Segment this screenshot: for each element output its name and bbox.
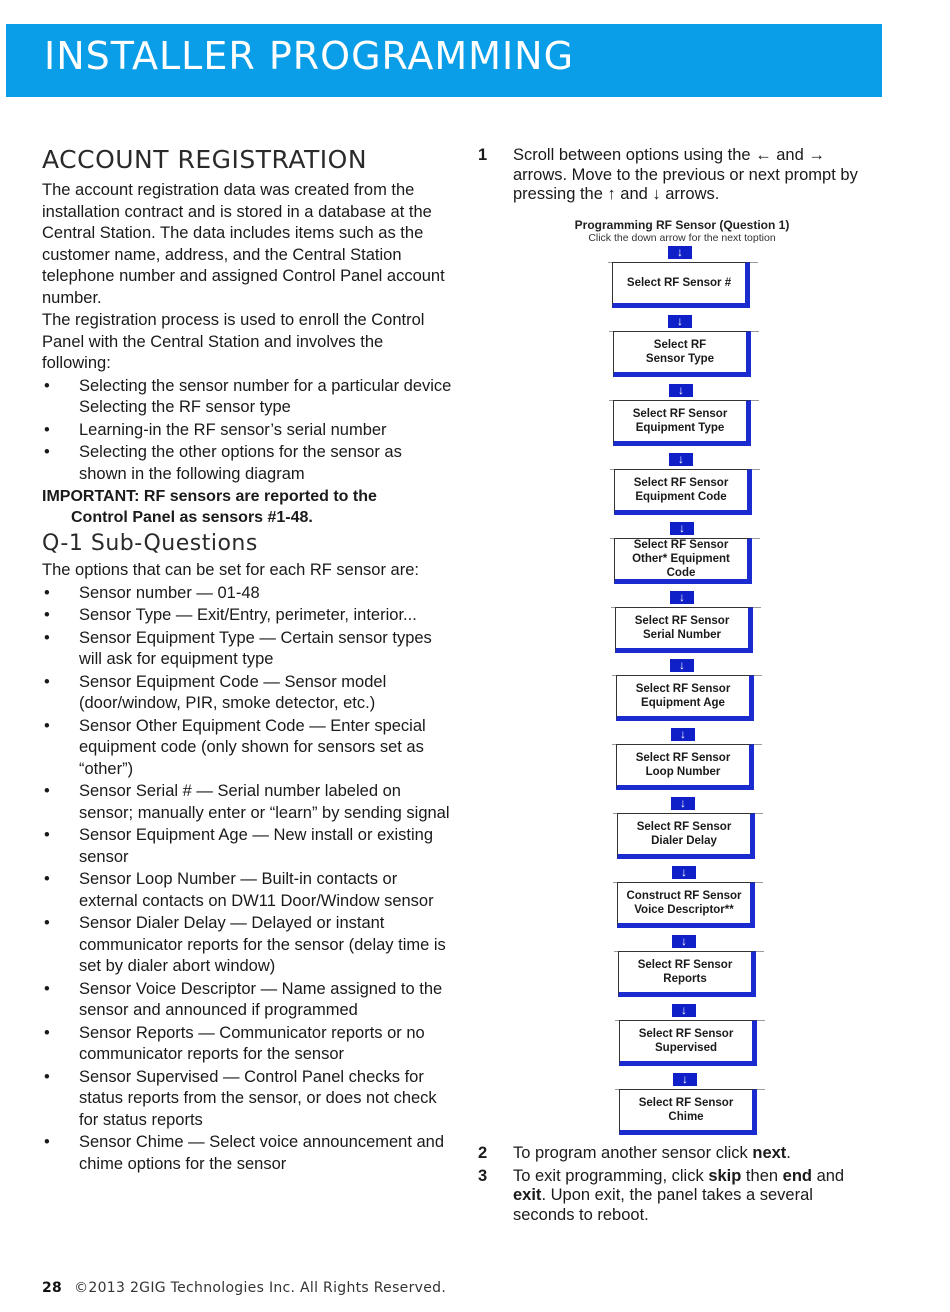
- list-item: • Sensor Chime — Select voice announcement and chime options for the sensor: [44, 1133, 445, 1173]
- page-number: 28: [42, 1280, 63, 1296]
- step-number: 3: [478, 1166, 488, 1185]
- down-arrow-icon: ↓: [668, 315, 692, 328]
- intro-paragraph: The account registration data was created from the installation contract and is stored in a database at the Central Station. The data includes items such as the customer name, address, and the Central Station telephone number and assigned Control Panel account number.: [42, 181, 445, 307]
- down-arrow-icon: ↓: [672, 866, 696, 879]
- end-keyword: end: [782, 1166, 812, 1185]
- next-keyword: next: [752, 1144, 787, 1162]
- sub-heading: Q-1 Sub-Questions: [42, 531, 258, 556]
- left-column: [42, 142, 452, 1175]
- list-item: • Sensor Voice Descriptor — Name assigned to the sensor and announced if programmed: [44, 979, 443, 1019]
- down-arrow-icon: ↓: [670, 591, 694, 604]
- down-arrow-icon: ↓: [672, 1004, 696, 1017]
- important-label: IMPORTANT:: [42, 488, 140, 505]
- exit-keyword: exit: [513, 1186, 542, 1204]
- important-text-line2: Control Panel as sensors #1-48.: [71, 509, 313, 526]
- flow-step-box: Select RF Sensor Loop Number: [616, 744, 754, 790]
- flow-title: Programming RF Sensor (Question 1): [574, 218, 790, 232]
- flow-step-box: Construct RF Sensor Voice Descriptor**: [617, 882, 755, 928]
- flow-step-box: Select RF Sensor Reports: [618, 951, 756, 997]
- list-item: • Sensor Dialer Delay — Delayed or instant communicator reports for the sensor (delay time is set by dialer abort window): [44, 914, 446, 975]
- down-arrow-icon: ↓: [669, 384, 693, 397]
- step-1: [478, 146, 878, 205]
- important-note: [42, 486, 452, 528]
- step-number: 1: [478, 146, 488, 164]
- list-item: • Sensor Loop Number — Built-in contacts or external contacts on DW11 Door/Window sensor: [44, 870, 434, 910]
- flow-step-box: Select RF Sensor Equipment Type: [613, 400, 751, 446]
- page-footer: [42, 1280, 446, 1296]
- list-item: • Sensor Reports — Communicator reports or no communicator reports for the sensor: [44, 1023, 425, 1063]
- down-arrow-icon: ↓: [671, 728, 695, 741]
- flow-step-box: Select RF Sensor Serial Number: [615, 607, 753, 653]
- step-number: 2: [478, 1144, 488, 1162]
- step-text: To program another sensor click: [513, 1144, 753, 1162]
- copyright: ©2013 2GIG Technologies Inc. All Rights Reserved.: [74, 1280, 447, 1296]
- down-arrow-icon: ↓: [673, 1073, 697, 1086]
- section-heading: ACCOUNT REGISTRATION: [42, 145, 368, 174]
- down-arrow-icon: ↓: [670, 522, 694, 535]
- step-text: then: [741, 1166, 783, 1185]
- down-arrow-icon: ↓: [671, 797, 695, 810]
- step-text: To exit programming, click: [513, 1166, 709, 1185]
- list-item: • Sensor Equipment Age — New install or existing sensor: [44, 826, 434, 866]
- list-item: • Sensor Equipment Code — Sensor model (door/window, PIR, smoke detector, etc.): [44, 672, 387, 712]
- list-item: • Sensor number — 01-48: [44, 583, 260, 602]
- list-item: • Sensor Serial # — Serial number labeled on sensor; manually enter or “learn” by sending signal: [44, 782, 450, 822]
- flow-step-box: Select RF Sensor Equipment Code: [614, 469, 752, 515]
- flow-step-box: Select RF Sensor Other* Equipment Code: [614, 538, 752, 584]
- right-column: [478, 146, 878, 205]
- list-item: • Learning-in the RF sensor’s serial number: [44, 420, 387, 439]
- down-arrow-icon: ↓: [670, 659, 694, 672]
- flow-step-box: Select RF Sensor Equipment Age: [616, 675, 754, 721]
- programming-flow-diagram: [562, 218, 802, 1144]
- skip-keyword: skip: [708, 1166, 742, 1185]
- list-item: • Sensor Type — Exit/Entry, perimeter, interior...: [44, 606, 417, 624]
- flow-step-box: Select RF Sensor Type: [613, 331, 751, 377]
- step-text: . Upon exit, the panel takes a several seconds to reboot.: [513, 1186, 813, 1224]
- step-text: Scroll between options using the ← and → arrows. Move to the previous or next prompt by pressing the ↑ and ↓ arrows.: [513, 146, 858, 203]
- flow-step-box: Select RF Sensor Dialer Delay: [617, 813, 755, 859]
- list-item: • Sensor Other Equipment Code — Enter special equipment code (only shown for sensors set as “other”): [44, 716, 426, 778]
- options-paragraph: The options that can be set for each RF sensor are:: [42, 561, 419, 579]
- flow-step-box: Select RF Sensor #: [612, 262, 750, 308]
- flow-step-box: Select RF Sensor Chime: [619, 1089, 757, 1135]
- list-item: • Sensor Supervised — Control Panel checks for status reports from the sensor, or does not check for status reports: [44, 1067, 437, 1129]
- important-text-line1: RF sensors are reported to the: [143, 488, 377, 505]
- right-column-steps: [478, 1144, 878, 1225]
- list-item: • Sensor Equipment Type — Certain sensor types will ask for equipment type: [44, 628, 432, 668]
- step-text: .: [786, 1144, 791, 1162]
- down-arrow-icon: ↓: [672, 935, 696, 948]
- options-bullet-list: [42, 583, 452, 1176]
- flow-step-box: Select RF Sensor Supervised: [619, 1020, 757, 1066]
- step-text: and: [811, 1166, 845, 1185]
- list-item: • Selecting the other options for the sensor as shown in the following diagram: [44, 443, 402, 483]
- down-arrow-icon: ↓: [668, 246, 692, 259]
- process-bullet-list: [42, 376, 452, 486]
- down-arrow-icon: ↓: [669, 453, 693, 466]
- process-paragraph: The registration process is used to enroll the Control Panel with the Central Station and involves the following:: [42, 311, 425, 372]
- header-banner: [6, 24, 882, 97]
- step-2: [478, 1144, 878, 1164]
- page-title: INSTALLER PROGRAMMING: [44, 34, 575, 78]
- flow-subtitle: Click the down arrow for the next toption: [588, 232, 776, 244]
- step-3: [478, 1167, 878, 1226]
- list-item: • Selecting the sensor number for a particular device Selecting the RF sensor type: [44, 376, 452, 416]
